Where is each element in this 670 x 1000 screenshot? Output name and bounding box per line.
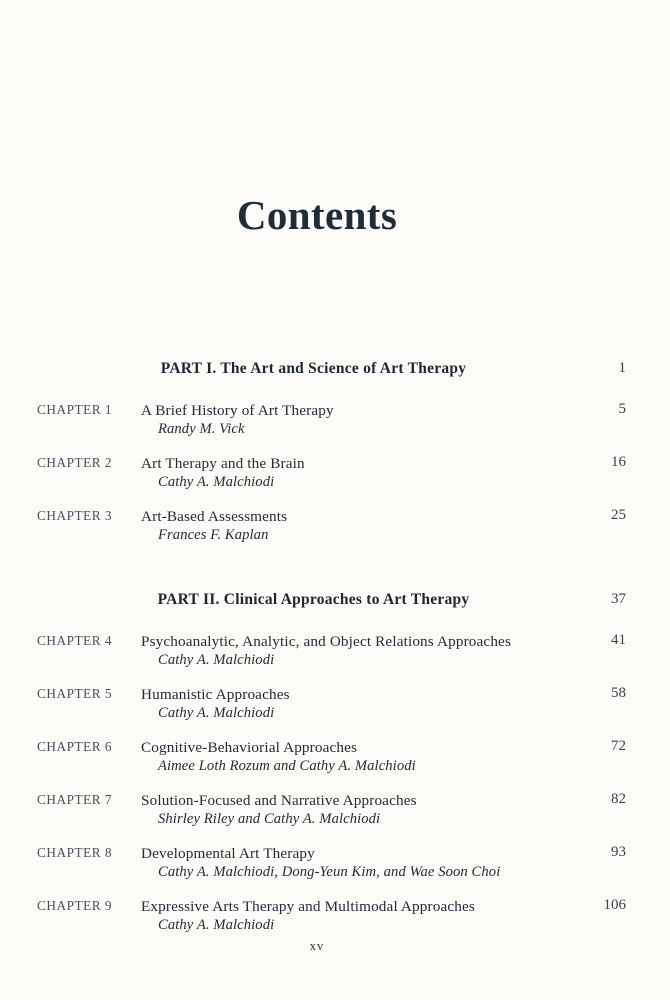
chapter-label: CHAPTER 6 — [37, 739, 113, 754]
toc-entry-body — [141, 454, 575, 492]
part-page-number: 1 — [618, 360, 626, 376]
chapter-title: Cognitive-Behaviorial Approaches — [141, 739, 358, 756]
chapter-label: CHAPTER 5 — [37, 686, 113, 701]
chapter-title: A Brief History of Art Therapy — [141, 402, 334, 419]
chapter-title: Solution-Focused and Narrative Approaches — [141, 792, 417, 809]
toc-entry-body — [141, 791, 575, 829]
toc-entry[interactable] — [0, 844, 670, 882]
part-page-number: 37 — [611, 591, 626, 607]
chapter-title: Psychoanalytic, Analytic, and Object Relations Approaches — [141, 633, 512, 650]
chapter-page-number: 58 — [611, 685, 626, 701]
chapter-title: Humanistic Approaches — [141, 686, 290, 703]
chapter-title: Developmental Art Therapy — [141, 845, 315, 862]
chapter-title: Expressive Arts Therapy and Multimodal Approaches — [141, 898, 475, 915]
chapter-label: CHAPTER 2 — [37, 455, 113, 470]
chapter-page-number: 106 — [603, 897, 626, 913]
chapter-page-number: 41 — [611, 632, 626, 648]
chapter-title: Art Therapy and the Brain — [141, 455, 305, 472]
toc-entry-body — [141, 632, 575, 670]
chapter-page-number: 16 — [611, 454, 626, 470]
toc-entry-body — [141, 401, 575, 439]
toc-entry[interactable] — [0, 738, 670, 776]
page-folio: xv — [309, 939, 325, 953]
chapter-page-number: 5 — [618, 401, 626, 417]
toc-entry[interactable] — [0, 897, 670, 935]
chapter-label: CHAPTER 8 — [37, 845, 113, 860]
toc-entry[interactable] — [0, 454, 670, 492]
chapter-authors: Randy M. Vick — [158, 421, 245, 437]
toc-entry-body — [141, 738, 575, 776]
chapter-label: CHAPTER 1 — [37, 402, 113, 417]
chapter-title: Art-Based Assessments — [141, 508, 288, 525]
page-title: Contents — [236, 192, 398, 239]
toc-entry[interactable] — [0, 401, 670, 439]
part-heading-row[interactable] — [0, 360, 670, 386]
chapter-authors: Aimee Loth Rozum and Cathy A. Malchiodi — [158, 758, 416, 774]
chapter-authors: Cathy A. Malchiodi — [158, 917, 275, 933]
toc-entry[interactable] — [0, 791, 670, 829]
part-heading-title: PART I. The Art and Science of Art Therapy — [160, 360, 467, 377]
chapter-authors: Cathy A. Malchiodi — [158, 705, 275, 721]
toc-entry[interactable] — [0, 507, 670, 545]
toc-entry-body — [141, 844, 575, 882]
chapter-authors: Frances F. Kaplan — [158, 527, 269, 543]
chapter-authors: Cathy A. Malchiodi — [158, 474, 275, 490]
toc-entry[interactable] — [0, 632, 670, 670]
chapter-label: CHAPTER 3 — [37, 508, 113, 523]
toc-entry-body — [141, 685, 575, 723]
chapter-authors: Shirley Riley and Cathy A. Malchiodi — [158, 811, 381, 827]
toc-entry-body — [141, 897, 575, 935]
chapter-label: CHAPTER 4 — [37, 633, 113, 648]
chapter-authors: Cathy A. Malchiodi — [158, 652, 275, 668]
chapter-label: CHAPTER 9 — [37, 898, 113, 913]
chapter-page-number: 25 — [611, 507, 626, 523]
toc-entry[interactable] — [0, 685, 670, 723]
part-heading-row[interactable] — [0, 591, 670, 617]
table-of-contents — [0, 360, 670, 935]
chapter-page-number: 72 — [611, 738, 626, 754]
chapter-page-number: 82 — [611, 791, 626, 807]
part-heading-title: PART II. Clinical Approaches to Art Therapy — [157, 591, 470, 608]
chapter-label: CHAPTER 7 — [37, 792, 113, 807]
toc-entry-body — [141, 507, 575, 545]
chapter-authors: Cathy A. Malchiodi, Dong-Yeun Kim, and Wae Soon Choi — [158, 864, 501, 880]
chapter-page-number: 93 — [611, 844, 626, 860]
